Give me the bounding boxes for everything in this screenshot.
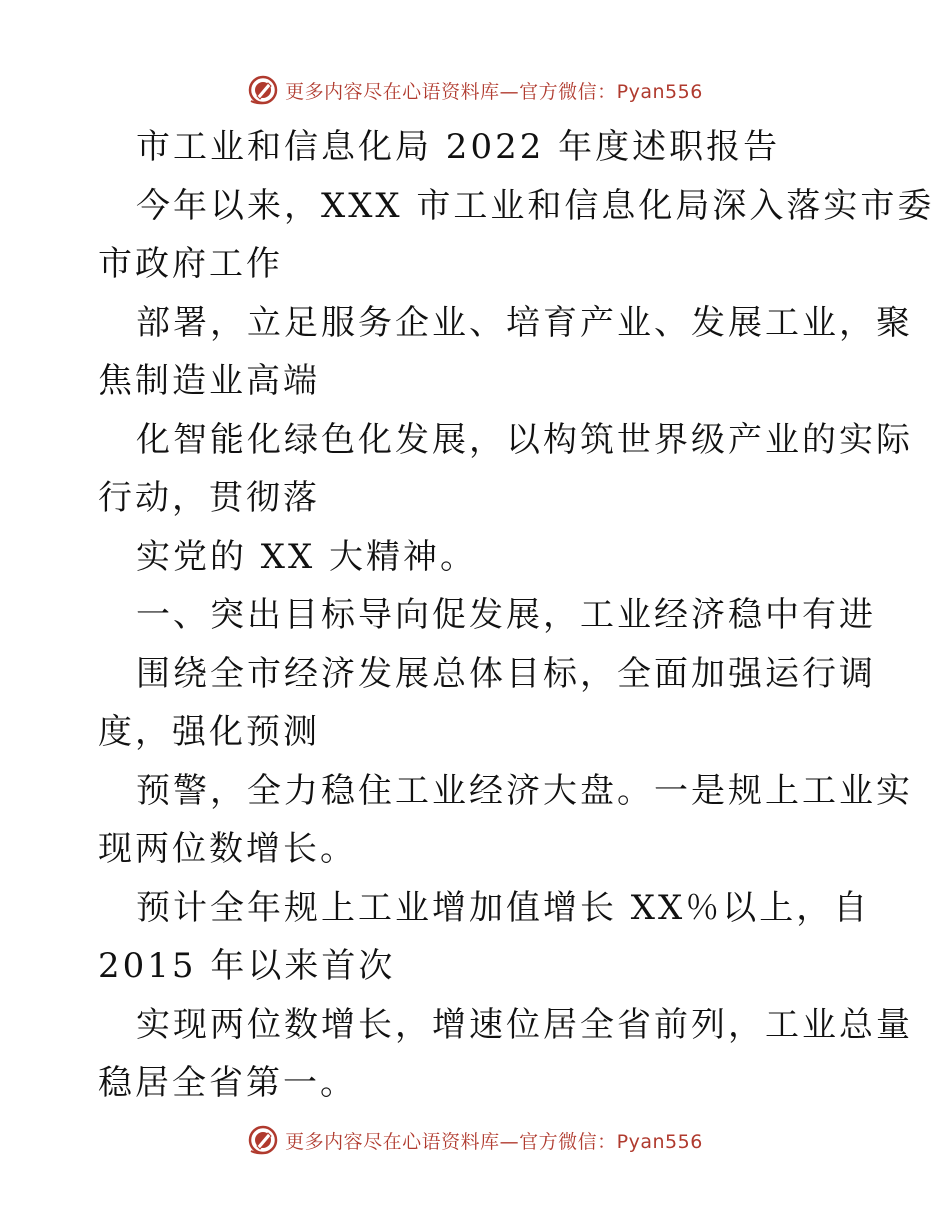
- paragraph-line: 部署，立足服务企业、培育产业、发展工业，聚: [136, 302, 913, 343]
- document-body: [98, 118, 935, 1113]
- document-title: 市工业和信息化局 2022 年度述职报告: [136, 127, 781, 167]
- paragraph-line: 行动，贯彻落: [98, 478, 320, 518]
- fountain-pen-seal-icon: [247, 74, 279, 106]
- paragraph-line: 化智能化绿色化发展，以构筑世界级产业的实际: [136, 419, 913, 460]
- paragraph-line: 焦制造业高端: [98, 361, 320, 401]
- paragraph-line: 围绕全市经济发展总体目标，全面加强运行调: [136, 653, 876, 694]
- fountain-pen-seal-icon: [247, 1124, 279, 1156]
- paragraph-line: 预计全年规上工业增加值增长 XX％以上，自: [136, 887, 871, 928]
- paragraph-line: 现两位数增长。: [98, 829, 357, 869]
- header-banner-text: 更多内容尽在心语资料库—官方微信：Pyan556: [285, 80, 703, 103]
- section-heading: 一、突出目标导向促发展，工业经济稳中有进: [136, 595, 876, 635]
- paragraph-line: 稳居全省第一。: [98, 1063, 357, 1103]
- paragraph-line: 度，强化预测: [98, 712, 320, 752]
- paragraph-line: 实党的 XX 大精神。: [136, 536, 478, 577]
- header-banner: [0, 68, 950, 112]
- paragraph-line: 预警，全力稳住工业经济大盘。一是规上工业实: [136, 770, 913, 811]
- footer-banner: [0, 1118, 950, 1162]
- paragraph-line: 实现两位数增长，增速位居全省前列，工业总量: [136, 1004, 913, 1045]
- footer-banner-text: 更多内容尽在心语资料库—官方微信：Pyan556: [285, 1130, 703, 1153]
- paragraph-line: 2015 年以来首次: [98, 946, 396, 986]
- paragraph-line: 市政府工作: [98, 244, 283, 284]
- paragraph-line: 今年以来，XXX 市工业和信息化局深入落实市委: [136, 185, 935, 226]
